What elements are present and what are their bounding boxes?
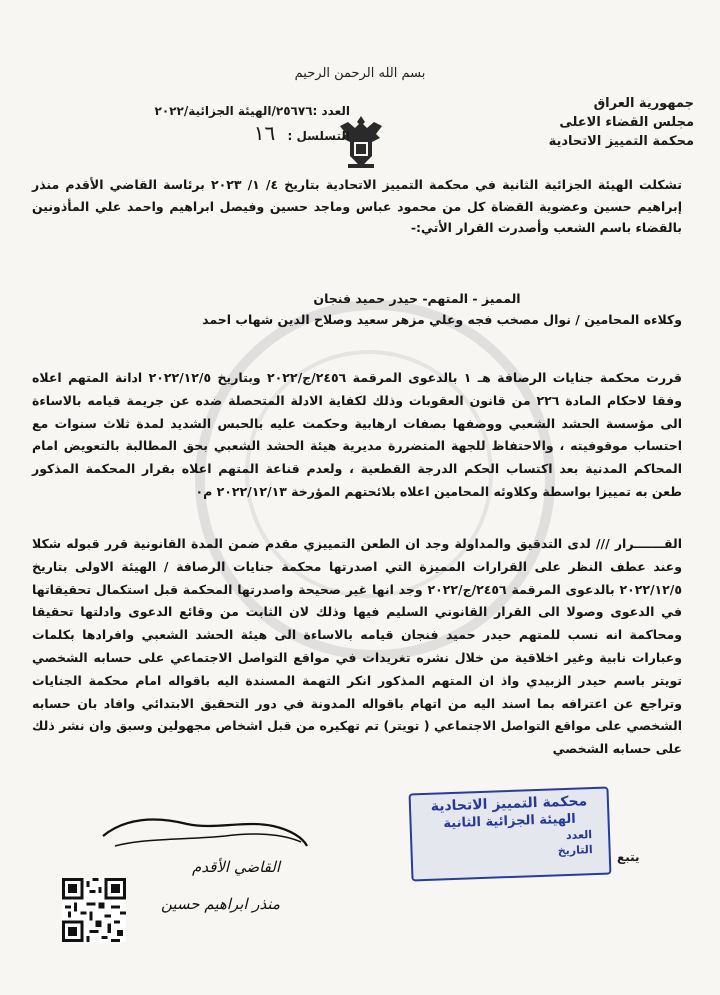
reference-block: [130, 100, 350, 147]
serial-line: [130, 122, 350, 147]
issuer-council: مجلس القضاء الاعلى: [559, 115, 694, 130]
lower-court-ruling-paragraph: قررت محكمة جنايات الرصافة هـ ١ بالدعوى المرقمة ٢٤٥٦/ج/٢٠٢٢ وبتاريخ ٢٠٢٢/١٢/٥ ادانة المتهم اعلاه وفقا لاحكام المادة ٢٢٦ من قانون العقوبات وذلك لكفاية الادلة المتحصلة ضده عن جريمة قيامه بالاساءة الى مؤسسة الحشد الشعبي ووصفها بصفات ارهابية وحكمت عليه بالحبس الشديد لمدة ثلاث سنوات مع احتساب موقوفيته ، والاحتفاظ للجهة المتضررة مديرية هيئة الحشد الشعبي بحق المطالبة بالتعويض امام المحاكم المدنية بعد اكتساب الحكم الدرجة القطعية ، ولعدم قناعة المتهم اعلاه بقرار المحكمة المذكور طعن به تمييزا بواسطة وكلاوئه المحامين اعلاه بلائحتهم المؤرخة ٢٠٢٢/١٢/١٣ م٠: [32, 370, 682, 499]
issuer-court: محكمة التمييز الاتحادية: [548, 134, 694, 149]
stamp-date-label: التاريخ: [557, 843, 593, 858]
stamp-court-name: محكمة التمييز الاتحادية: [430, 793, 588, 815]
stamp-panel-name: الهيئة الجزائية الثانية: [443, 811, 576, 832]
parties-block: [32, 288, 682, 330]
case-number: العدد :٢٥٦٧٦/الهيئة الجزائية/٢٠٢٢: [154, 104, 350, 118]
serial-value: ١٦: [253, 121, 276, 145]
signature-name: منذر ابراهيم حسين: [160, 895, 280, 913]
issuer-country: جمهورية العراق: [593, 96, 694, 111]
lawyers-line: وكلاءه المحامين / نوال مصخب فجه وعلي مزهر سعيد وصلاح الدين شهاب احمد: [202, 312, 682, 327]
serial-label: التسلسل :: [287, 129, 350, 143]
basmala: بسم الله الرحمن الرحيم: [294, 66, 426, 81]
issuer-header: [494, 94, 694, 151]
court-stamp: [409, 787, 612, 882]
signature-title: القاضي الأقدم: [192, 858, 280, 876]
decision-paragraph: القـــــــرار /// لدى التدقيق والمداولة وجد ان الطعن التمييزي مقدم ضمن المدة القانونية قرر قبوله شكلا وعند عطف النظر على القرارات المميزة التي اصدرتها محكمة جنايات الرصافة / الهيئة الاولى بتاريخ ٢٠٢٢/١٢/٥ بالدعوى المرقمة ٢٤٥٦/ج/٢٠٢٢ وجد انها غير صحيحة واصدرتها المحكمة قبل استكمال تحقيقاتها في الدعوى وصولا الى القرار القانوني السليم فيها وذلك لان الثابت من وقائع الدعوى وادلتها تحقيقا ومحاكمة انه نسب للمتهم حيدر حميد فنجان قيامه بالاساءة الى هيئة الحشد الشعبي وافرادها بكلمات وعبارات نابية وغير اخلاقية من خلال نشره تغريدات في مواقع التواصل الاجتماعي على حسابه الشخصي تويتر باسم حيدر الزبيدي واذ ان المتهم المذكور انكر التهمة المسندة اليه باقواله امام محكمة الجنايات وتراجع عن اعترافه بما اسند اليه من اتهام باقواله المدونة في دور التحقيق الابتدائي وافاد بان حسابه الشخصي على مواقع التواصل الاجتماعي ( تويتر) تم تهكيره من قبل اشخاص مجهولين وسبق وان نشر ذلك على حسابه الشخصي: [32, 536, 682, 757]
court-formation-paragraph: تشكلت الهيئة الجزائية الثانية في محكمة التمييز الاتحادية بتاريخ ٤/ ١/ ٢٠٢٣ برئاسة القاضي الأقدم منذر إبراهيم حسين وعضوية القضاة كل من محمود عباس وماجد حسين وفيصل ابراهيم واحمد علي المأذونين بالقضاء باسم الشعب وأصدرت القرار الأتي:-: [32, 177, 682, 235]
qr-code-icon: [62, 878, 126, 942]
continued-label: يتبع: [617, 850, 640, 864]
accused-line: المميز - المتهم- حيدر حميد فنجان: [313, 291, 521, 306]
stamp-number-label: العدد: [565, 828, 593, 843]
